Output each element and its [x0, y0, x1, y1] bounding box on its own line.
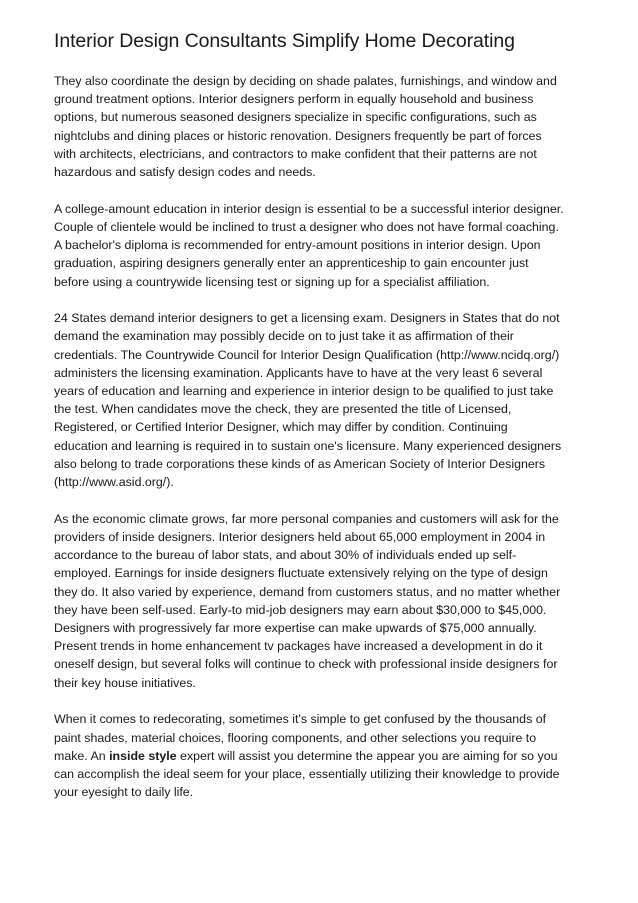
paragraph-line: Couple of clientele would be inclined to trust a designer who does not have formal coaching.: [54, 219, 559, 234]
paragraph-line: also belong to trade corporations these kinds of as American Society of Interior Designers: [54, 456, 546, 471]
paragraph-line: A bachelor's diploma is recommended for entry-amount positions in interior design. Upon: [54, 238, 541, 253]
paragraph-line-with-link: [54, 747, 586, 765]
paragraph-line: A college-amount education in interior design is essential to be a successful interior designer.: [54, 201, 564, 216]
paragraph-line: (http://www.asid.org/).: [54, 475, 174, 490]
paragraph-5: [54, 710, 586, 801]
paragraph-line: the test. When candidates move the check, they are presented the title of Licensed,: [54, 402, 512, 417]
paragraph-line: accordance to the bureau of labor stats, and about 30% of individuals ended up self-: [54, 548, 517, 563]
paragraph-line: before using a countrywide licensing test or signing up for a specialist affiliation.: [54, 274, 490, 289]
page-title: Interior Design Consultants Simplify Home Decorating: [54, 30, 515, 52]
paragraph-line: Designers with progressively far more expertise can make upwards of $75,000 annually.: [54, 620, 537, 635]
paragraph-line: they have been self-used. Early-to mid-job designers may earn about $30,000 to $45,000.: [54, 602, 547, 617]
paragraph-line: graduation, aspiring designers generally enter an apprenticeship to gain encounter just: [54, 256, 529, 271]
paragraph-line: paint shades, material choices, flooring components, and other selections you require to: [54, 730, 537, 745]
paragraph-line: demand the examination may possibly decide on to just take it as affirmation of their: [54, 329, 514, 344]
paragraph-line: As the economic climate grows, far more personal companies and customers will ask for the: [54, 511, 559, 526]
paragraph-line: Present trends in home enhancement tv packages have increased a development in do it: [54, 639, 543, 654]
paragraph-line: providers of inside designers. Interior designers held about 65,000 employment in 2004 in: [54, 529, 546, 544]
paragraph-line: employed. Earnings for inside designers fluctuate extensively relying on the type of design: [54, 566, 548, 581]
paragraph-line: administers the licensing examination. Applicants have to have at the very least 6 several: [54, 365, 543, 380]
paragraph-line: nightclubs and dining places or historic renovation. Designers frequently be part of forces: [54, 128, 542, 143]
paragraph-line: your eyesight to daily life.: [54, 785, 194, 800]
paragraph-line: their key house initiatives.: [54, 675, 196, 690]
paragraph-line: hazardous and satisfy design codes and needs.: [54, 165, 316, 180]
paragraph-line: they do. It also varied by experience, demand from customers status, and no matter whether: [54, 584, 561, 599]
paragraph-line: options, but numerous seasoned designers specialize in specific configurations, such as: [54, 110, 537, 125]
inside-style-keyword: inside style: [109, 748, 177, 763]
paragraph-line: 24 States demand interior designers to get a licensing exam. Designers in States that do not: [54, 311, 560, 326]
paragraph-1: [54, 72, 586, 181]
paragraph-line: with architects, electricians, and contractors to make confident that their patterns are not: [54, 146, 537, 161]
paragraph-line: can accomplish the ideal seem for your place, essentially utilizing their knowledge to provide: [54, 766, 560, 781]
text-segment: expert will assist you determine the appear you are aiming for so you: [176, 748, 558, 763]
paragraph-line: years of education and learning and experience in interior design to be qualified to just take: [54, 384, 554, 399]
paragraph-4: [54, 510, 586, 692]
paragraph-line: When it comes to redecorating, sometimes it's simple to get confused by the thousands of: [54, 712, 547, 727]
paragraph-line: Registered, or Certified Interior Designer, which may differ by condition. Continuing: [54, 420, 508, 435]
paragraph-line: oneself design, but several folks will continue to check with professional inside designers for: [54, 657, 558, 672]
paragraph-line: They also coordinate the design by deciding on shade palates, furnishings, and window and: [54, 74, 557, 88]
paragraph-2: [54, 200, 586, 291]
paragraph-line: ground treatment options. Interior designers perform in equally household and business: [54, 92, 534, 107]
paragraph-3: [54, 309, 586, 491]
paragraph-line: credentials. The Countrywide Council for Interior Design Qualification (http://www.ncidq.org/): [54, 347, 560, 362]
paragraph-line: education and learning is required in to sustain one's licensure. Many experienced designers: [54, 438, 562, 453]
text-segment: make. An: [54, 748, 110, 763]
